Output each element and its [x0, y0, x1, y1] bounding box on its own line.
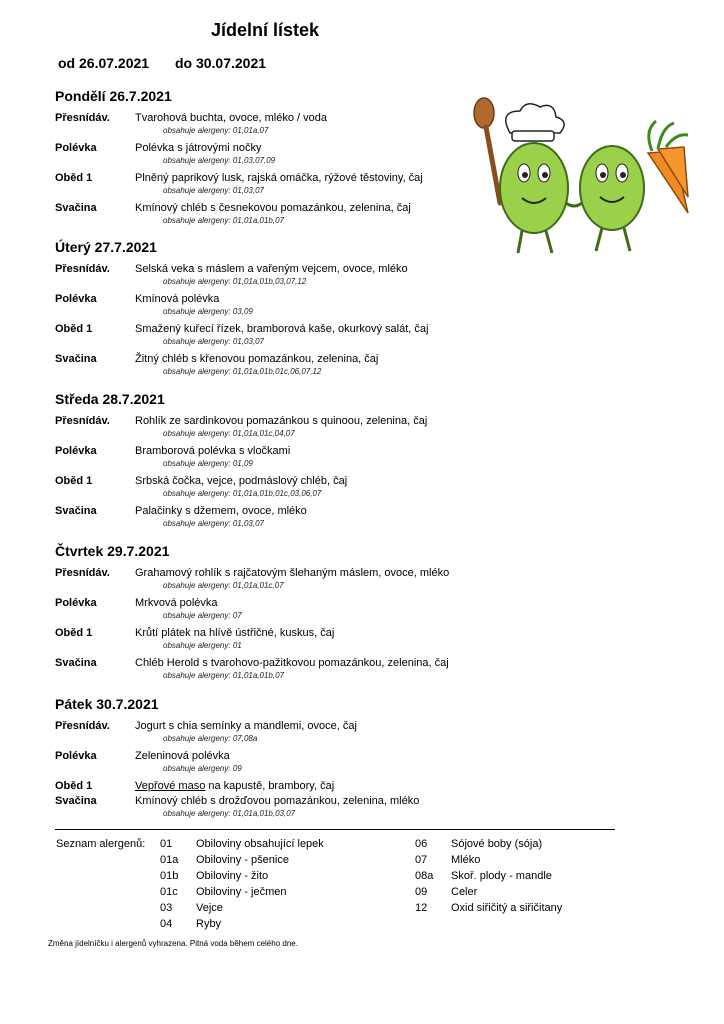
meal-row [55, 475, 615, 505]
meal-allergens: obsahuje alergeny: 03,09 [163, 307, 253, 316]
meal-row [55, 657, 615, 687]
meal-row [55, 505, 615, 535]
meal-text: Mrkvová polévka [135, 597, 218, 609]
allergen-name: Oxid siřičitý a siřičitany [451, 902, 563, 914]
meal-text: Kmínová polévka [135, 293, 220, 305]
allergen-code: 01a [160, 854, 179, 866]
allergen-name: Obiloviny - žito [196, 870, 269, 882]
allergen-row [415, 870, 615, 886]
meal-text: Rohlík ze sardinkovou pomazánkou s quinoou, zelenina, čaj [135, 415, 428, 427]
allergen-name: Mléko [451, 854, 481, 866]
meal-text: Smažený kuřecí řízek, bramborová kaše, okurkový salát, čaj [135, 323, 429, 335]
meal-row [55, 415, 615, 445]
meal-text: Bramborová polévka s vločkami [135, 445, 291, 457]
allergen-code: 12 [415, 902, 428, 914]
meal-label: Přesnídáv. [55, 567, 110, 579]
allergen-row [160, 854, 380, 870]
meal-row [55, 720, 615, 750]
meal-label: Oběd 1 [55, 780, 93, 792]
meal-label: Svačina [55, 202, 97, 214]
meal-label: Svačina [55, 353, 97, 365]
allergen-name: Skoř. plody - mandle [451, 870, 552, 882]
allergen-row [415, 886, 615, 902]
meal-label: Oběd 1 [55, 323, 93, 335]
day-thursday [55, 543, 615, 687]
meal-text: Krůtí plátek na hlívě ústřičné, kuskus, čaj [135, 627, 335, 639]
meal-allergens: obsahuje alergeny: 01,01a,01b,03,07,12 [163, 277, 307, 286]
footer-note: Změna jídelníčku i alergenů vyhrazena. Pitná voda během celého dne. [48, 939, 298, 948]
allergen-name: Celer [451, 886, 478, 898]
meal-allergens: obsahuje alergeny: 01,03,07,09 [163, 156, 276, 165]
meal-label: Polévka [55, 597, 97, 609]
meal-text: Selská veka s máslem a vařeným vejcem, ovoce, mléko [135, 263, 408, 275]
meal-allergens: obsahuje alergeny: 01,09 [163, 459, 253, 468]
day-title: Čtvrtek 29.7.2021 [55, 543, 170, 559]
allergen-code: 04 [160, 918, 173, 930]
meal-label: Polévka [55, 445, 97, 457]
meal-text-rest: na kapustě, brambory, čaj [205, 780, 335, 792]
allergen-row [160, 838, 380, 854]
allergen-code: 03 [160, 902, 173, 914]
meal-row [55, 780, 615, 795]
allergen-row [415, 854, 615, 870]
meal-text: Kmínový chléb s česnekovou pomazánkou, zelenina, čaj [135, 202, 411, 214]
meal-allergens: obsahuje alergeny: 01,01a,01c,07 [163, 581, 284, 590]
meal-allergens: obsahuje alergeny: 01,01a,01b,07 [163, 216, 284, 225]
meal-allergens: obsahuje alergeny: 01,03,07 [163, 337, 264, 346]
meal-text: Srbská čočka, vejce, podmáslový chléb, čaj [135, 475, 348, 487]
allergen-legend-label: Seznam alergenů: [56, 838, 146, 850]
day-title: Středa 28.7.2021 [55, 391, 165, 407]
meal-text: Polévka s játrovými nočky [135, 142, 262, 154]
divider [55, 829, 615, 830]
date-to: do 30.07.2021 [174, 55, 267, 71]
allergen-name: Obiloviny - pšenice [196, 854, 289, 866]
meal-allergens: obsahuje alergeny: 01,01a,01b,03,07 [163, 809, 296, 818]
meal-label: Oběd 1 [55, 475, 93, 487]
meal-row [55, 627, 615, 657]
cartoon-peas-chef-icon [462, 93, 702, 263]
meal-allergens: obsahuje alergeny: 07 [163, 611, 242, 620]
meal-allergens: obsahuje alergeny: 01 [163, 641, 242, 650]
meal-label: Polévka [55, 142, 97, 154]
allergen-row [415, 838, 615, 854]
day-title: Pátek 30.7.2021 [55, 696, 159, 712]
meal-allergens: obsahuje alergeny: 01,01a,07 [163, 126, 269, 135]
meal-text: Kmínový chléb s drožďovou pomazánkou, zelenina, mléko [135, 795, 420, 807]
allergen-legend-left [160, 838, 380, 934]
meal-allergens: obsahuje alergeny: 01,01a,01b,01c,03,06,07 [163, 489, 322, 498]
meal-text: Grahamový rohlík s rajčatovým šlehaným máslem, ovoce, mléko [135, 567, 450, 579]
meal-label: Přesnídáv. [55, 720, 110, 732]
meal-label: Polévka [55, 293, 97, 305]
meal-label: Polévka [55, 750, 97, 762]
allergen-legend-right [415, 838, 615, 918]
meal-row [55, 750, 615, 780]
meal-text: Palačinky s džemem, ovoce, mléko [135, 505, 307, 517]
meal-label: Svačina [55, 657, 97, 669]
meal-label: Přesnídáv. [55, 415, 110, 427]
meal-label: Svačina [55, 505, 97, 517]
meal-allergens: obsahuje alergeny: 07,08a [163, 734, 258, 743]
allergen-row [415, 902, 615, 918]
meal-text: Jogurt s chia semínky a mandlemi, ovoce, čaj [135, 720, 357, 732]
meal-allergens: obsahuje alergeny: 01,03,07 [163, 519, 264, 528]
day-title: Úterý 27.7.2021 [55, 239, 157, 255]
allergen-code: 01b [160, 870, 179, 882]
meal-allergens: obsahuje alergeny: 09 [163, 764, 242, 773]
meal-row [55, 353, 615, 383]
meal-row [55, 445, 615, 475]
meal-row [55, 323, 615, 353]
allergen-name: Vejce [196, 902, 223, 914]
meal-label: Oběd 1 [55, 627, 93, 639]
meal-allergens: obsahuje alergeny: 01,01a,01b,07 [163, 671, 284, 680]
meal-allergens: obsahuje alergeny: 01,01a,01c,04,07 [163, 429, 295, 438]
page-title: Jídelní lístek [210, 20, 320, 40]
allergen-row [160, 870, 380, 886]
meal-label: Svačina [55, 795, 97, 807]
allergen-code: 06 [415, 838, 428, 850]
date-range [58, 55, 266, 71]
meal-row [55, 263, 615, 293]
allergen-code: 07 [415, 854, 428, 866]
meal-text: Plněný paprikový lusk, rajská omáčka, rýžové těstoviny, čaj [135, 172, 423, 184]
meal-row [55, 597, 615, 627]
meal-text: Tvarohová buchta, ovoce, mléko / voda [135, 112, 327, 124]
meal-label: Oběd 1 [55, 172, 93, 184]
allergen-row [160, 902, 380, 918]
meal-text: Žitný chléb s křenovou pomazánkou, zelenina, čaj [135, 353, 379, 365]
meal-row [55, 567, 615, 597]
allergen-row [160, 918, 380, 934]
meal-row [55, 795, 615, 825]
meal-text: Zeleninová polévka [135, 750, 230, 762]
meal-text [135, 780, 334, 792]
allergen-name: Obiloviny - ječmen [196, 886, 287, 898]
allergen-name: Obiloviny obsahující lepek [196, 838, 324, 850]
meal-allergens: obsahuje alergeny: 01,01a,01b,01c,06,07,12 [163, 367, 322, 376]
meal-row [55, 293, 615, 323]
date-from: od 26.07.2021 [58, 55, 150, 71]
day-friday [55, 696, 615, 825]
meal-label: Přesnídáv. [55, 263, 110, 275]
meal-allergens: obsahuje alergeny: 01,03,07 [163, 186, 264, 195]
allergen-code: 09 [415, 886, 428, 898]
allergen-name: Ryby [196, 918, 222, 930]
meal-label: Přesnídáv. [55, 112, 110, 124]
day-wednesday [55, 391, 615, 535]
allergen-code: 01 [160, 838, 173, 850]
allergen-code: 08a [415, 870, 434, 882]
day-title: Pondělí 26.7.2021 [55, 88, 172, 104]
meal-text-underlined: Vepřové maso [135, 780, 206, 792]
meal-text: Chléb Herold s tvarohovo-pažitkovou pomazánkou, zelenina, čaj [135, 657, 449, 669]
allergen-row [160, 886, 380, 902]
allergen-name: Sójové boby (sója) [451, 838, 543, 850]
allergen-code: 01c [160, 886, 178, 898]
